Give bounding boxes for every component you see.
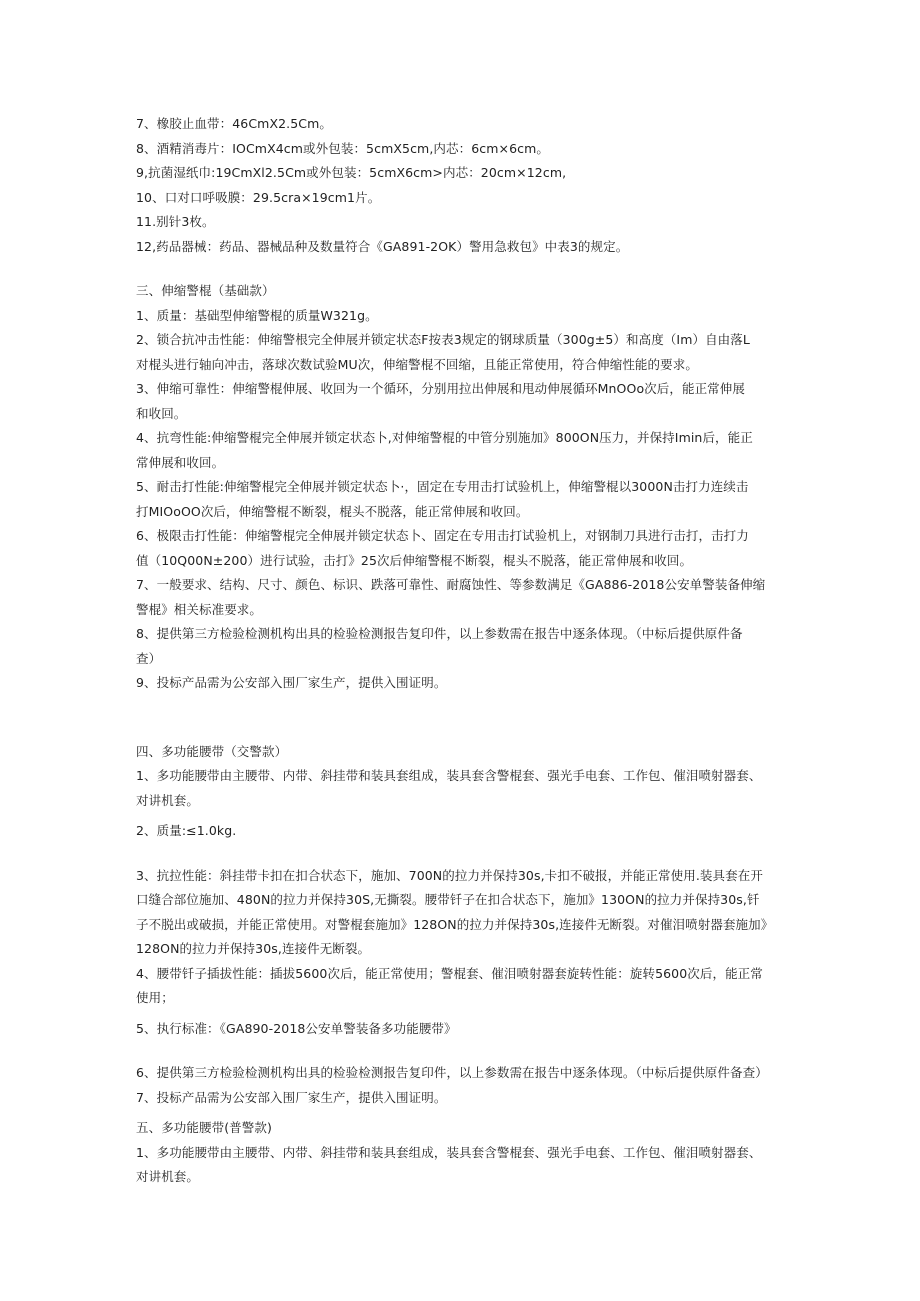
paragraph: 6、极限击打性能：伸缩警棍完全伸展并锁定状态卜、固定在专用击打试验机上，对钢制刀具进行击打，击打力 — [136, 528, 749, 543]
paragraph: 5、耐击打性能:伸缩警棍完全伸展并锁定状态卜·，固定在专用击打试验机上，伸缩警棍以3000N击打力连续击 — [136, 479, 749, 494]
paragraph: 2、质量:≤1.0kg. — [136, 823, 237, 838]
paragraph: 口缝合部位施加、480N的拉力并保持30S,无撕裂。腰带钎子在扣合状态下，施加》130ON的拉力并保持30s,钎 — [136, 892, 760, 907]
paragraph: 8、酒精消毒片：IOCmX4cm或外包装：5cmX5cm,内芯：6cm×6cm。 — [136, 140, 549, 156]
paragraph: 1、质量：基础型伸缩警棍的质量W321g。 — [136, 307, 378, 323]
paragraph: 128ON的拉力并保持30s,连接件无断裂。 — [136, 941, 371, 956]
paragraph: 查） — [136, 650, 162, 666]
paragraph: 对讲机套。 — [136, 1169, 200, 1184]
paragraph: 打MIOoOO次后，伸缩警棍不断裂，棍头不脱落，能正常伸展和收回。 — [136, 503, 529, 519]
paragraph: 8、提供第三方检验检测机构出具的检验检测报告复印件，以上参数需在报告中逐条体现。（中标后提供原件备 — [136, 626, 743, 641]
paragraph: 警棍》相关标准要求。 — [136, 601, 263, 617]
paragraph: 10、口对口呼吸膜：29.5cra×19cm1片。 — [136, 189, 381, 205]
section-3 — [136, 279, 800, 696]
section-4 — [136, 740, 800, 1111]
paragraph: 3、伸缩可靠性：伸缩警棍伸展、收回为一个循环，分别用拉出伸展和甩动伸展循环MnOOo次后，能正常伸展 — [136, 381, 745, 396]
paragraph: 常伸展和收回。 — [136, 454, 225, 470]
paragraph: 和收回。 — [136, 405, 187, 421]
section-2-items — [136, 112, 800, 259]
section-title: 四、多功能腰带（交警款） — [136, 743, 288, 759]
document-body — [136, 112, 800, 1190]
paragraph: 12,药品器械：药品、器械品种及数量符合《GA891-2OK）警用急救包》中表3的规定。 — [136, 238, 629, 254]
paragraph: 7、投标产品需为公安部入围厂家生产，提供入围证明。 — [136, 1089, 447, 1105]
paragraph: 3、抗拉性能：斜挂带卡扣在扣合状态下，施加、700N的拉力并保持30s,卡扣不破报，并能正常使用.装具套在开 — [136, 867, 763, 883]
paragraph: 2、锁合抗冲击性能：伸缩警根完全伸展并锁定状态F按表3规定的钢球质量（300g±5）和高度（Im）自由落L — [136, 332, 750, 347]
paragraph: 9,抗菌湿纸巾:19CmXl2.5Cm或外包装：5cmX6cm>内芯：20cm×12cm, — [136, 165, 567, 180]
paragraph: 对讲机套。 — [136, 792, 200, 808]
paragraph: 7、橡胶止血带：46CmX2.5Cm。 — [136, 116, 333, 131]
section-title: 五、多功能腰带(普警款) — [136, 1120, 272, 1135]
paragraph: 1、多功能腰带由主腰带、内带、斜挂带和装具套组成，装具套含警棍套、强光手电套、工作包、催泪喷射器套、 — [136, 768, 762, 783]
paragraph: 子不脱出或破损，并能正常使用。对警棍套施加》128ON的拉力并保持30s,连接件无断裂。对催泪喷射器套施加》 — [136, 916, 774, 932]
paragraph: 4、腰带钎子插拔性能：插拔5600次后，能正常使用；警棍套、催泪喷射器套旋转性能：旋转5600次后，能正常 — [136, 965, 763, 981]
paragraph: 对棍头进行轴向冲击，落球次数试验MU次，伸缩警棍不回缩，且能正常使用，符合伸缩性能的要求。 — [136, 356, 698, 372]
section-5 — [136, 1116, 800, 1190]
paragraph: 9、投标产品需为公安部入围厂家生产，提供入围证明。 — [136, 675, 447, 690]
paragraph: 6、提供第三方检验检测机构出具的检验检测报告复印件，以上参数需在报告中逐条体现。（中标后提供原件备查） — [136, 1065, 768, 1080]
paragraph: 使用； — [136, 990, 174, 1005]
paragraph: 值（10Q00N±200）进行试验，击打》25次后伸缩警棍不断裂，棍头不脱落，能正常伸展和收回。 — [136, 552, 693, 568]
paragraph: 4、抗弯性能:伸缩警棍完全伸展并锁定状态卜,对伸缩警棍的中管分别施加》800ON压力，并保持Imin后，能正 — [136, 430, 753, 445]
paragraph: 11.别针3枚。 — [136, 214, 215, 229]
section-title: 三、伸缩警棍（基础款） — [136, 283, 275, 298]
paragraph: 7、一般要求、结构、尺寸、颜色、标识、跌落可靠性、耐腐蚀性、等参数满足《GA886-2018公安单警装备伸缩 — [136, 577, 766, 592]
paragraph: 1、多功能腰带由主腰带、内带、斜挂带和装具套组成，装具套含警棍套、强光手电套、工作包、催泪喷射器套、 — [136, 1144, 762, 1160]
paragraph: 5、执行标准：《GA890-2018公安单警装备多功能腰带》 — [136, 1020, 457, 1036]
